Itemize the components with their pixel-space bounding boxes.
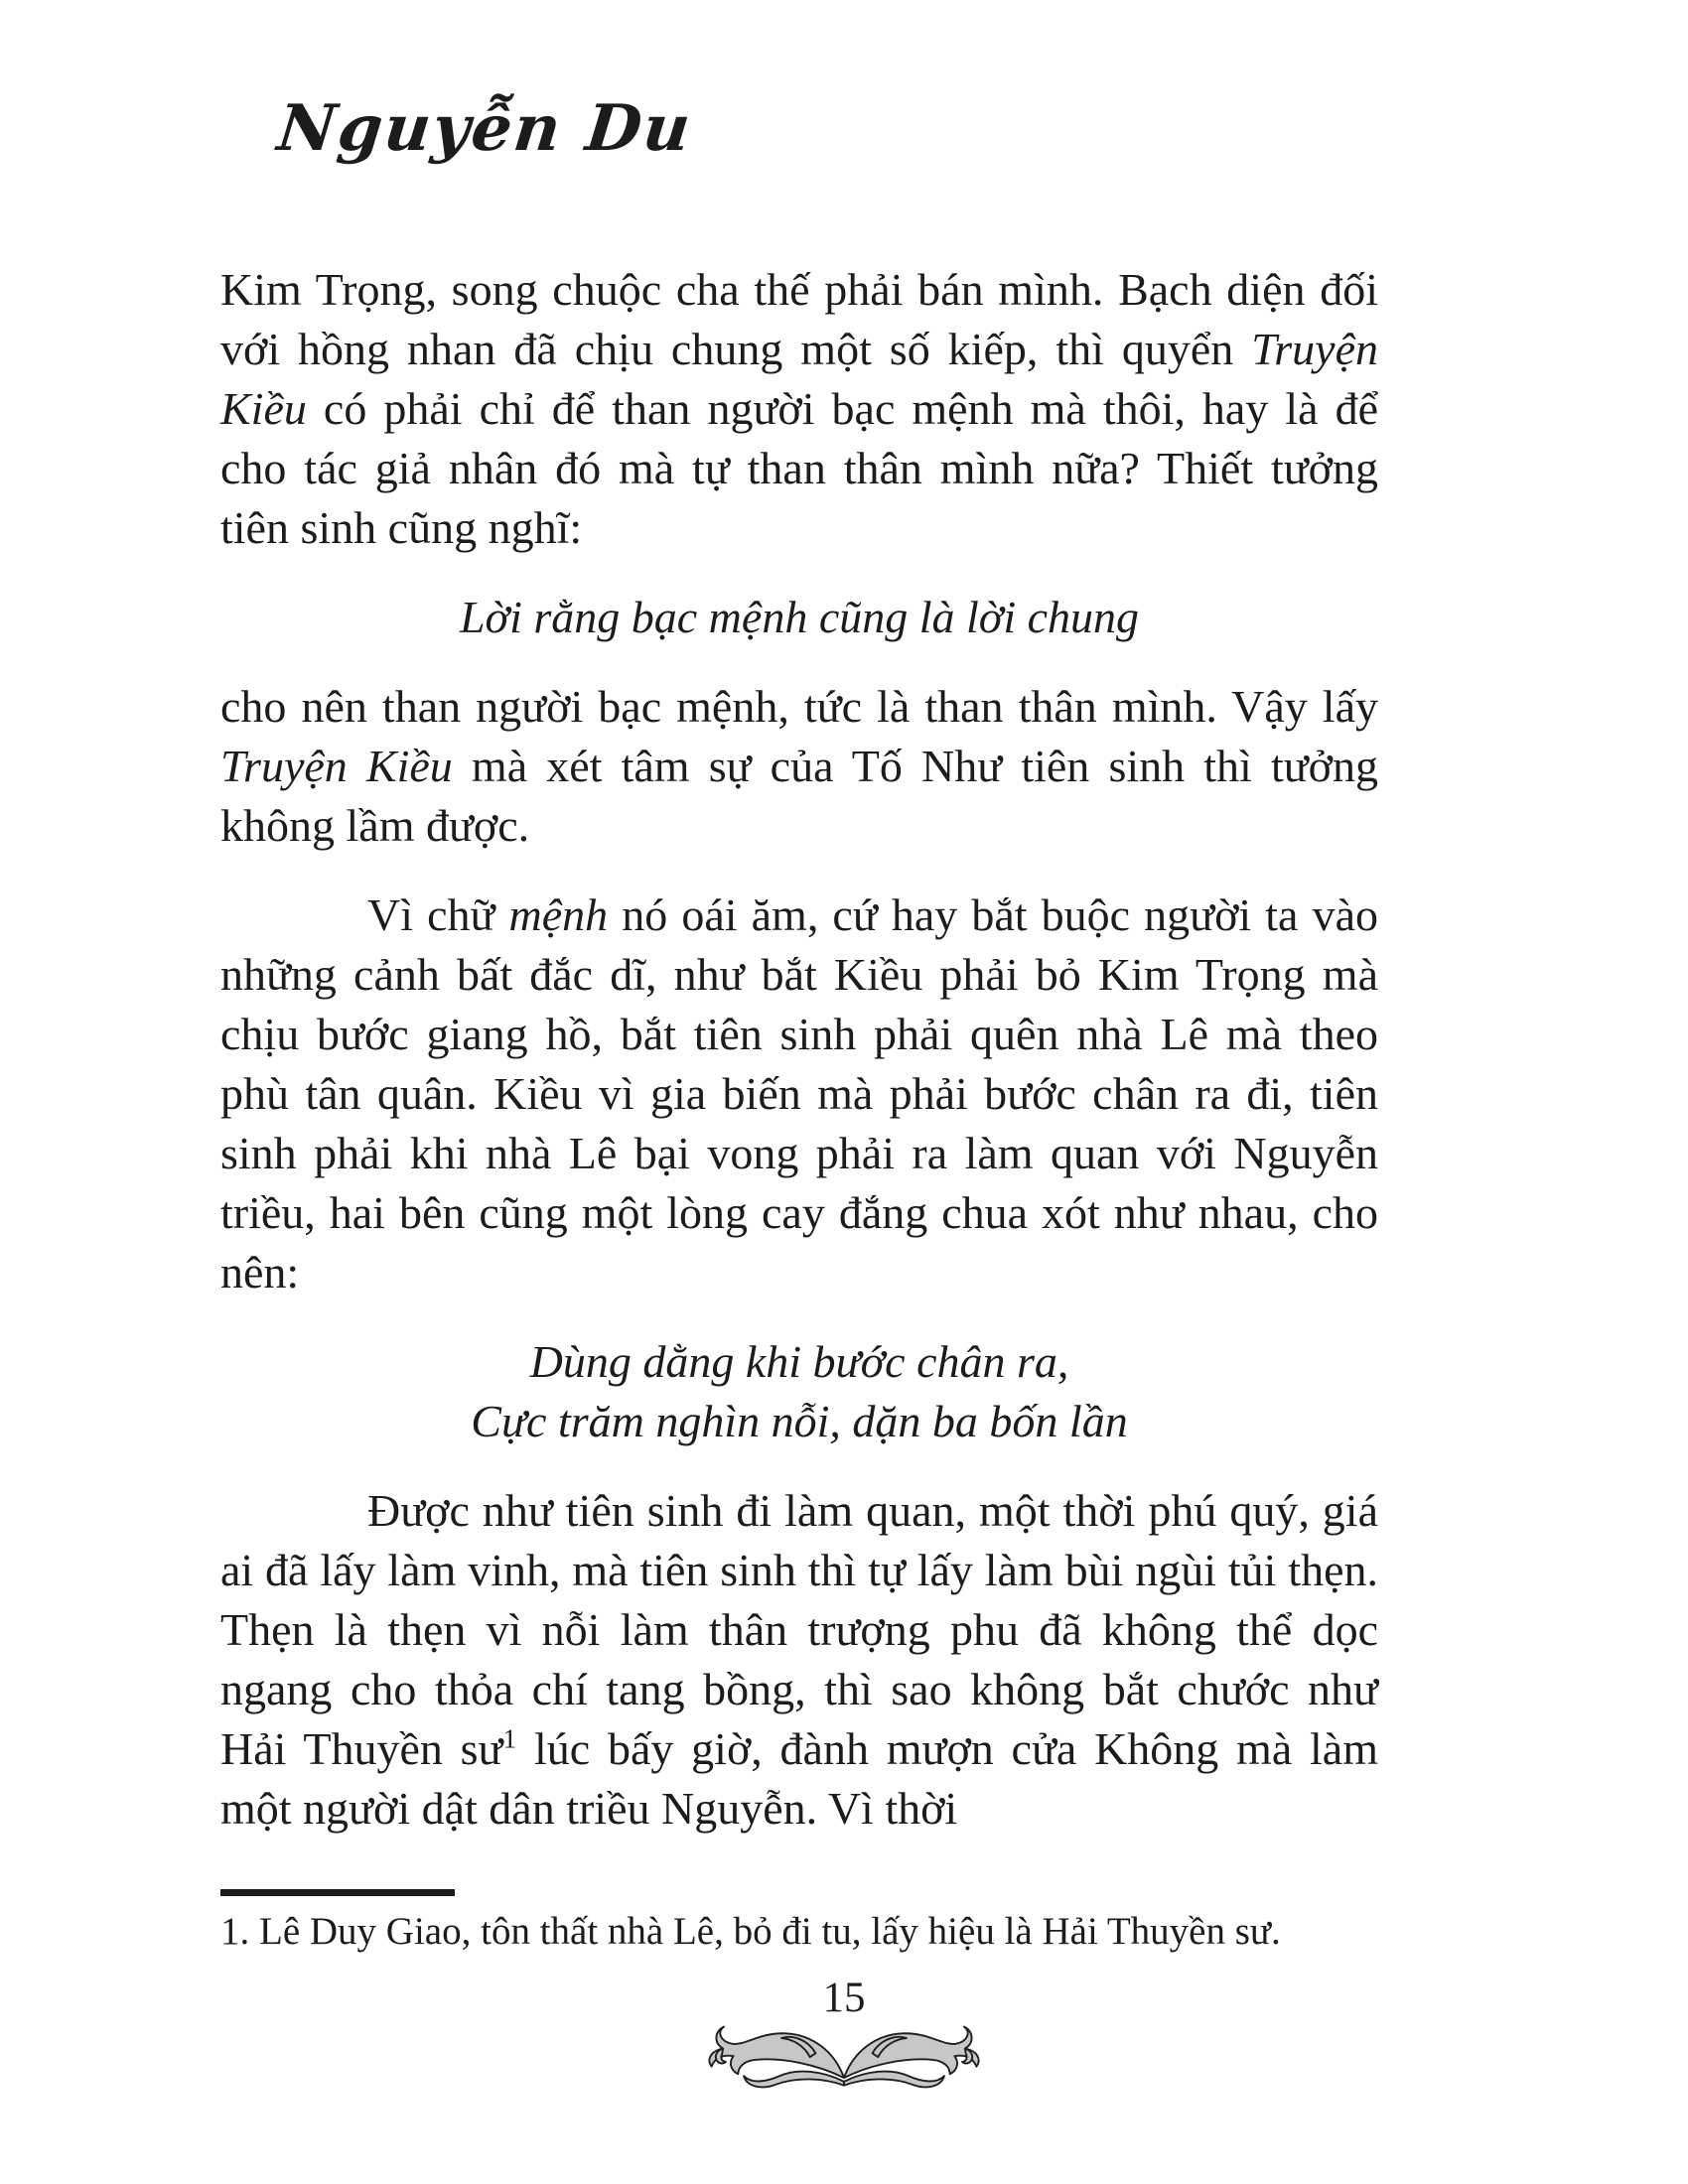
footnote-separator-rule: [220, 1889, 455, 1896]
page-header-author-title: Nguyễn Du: [274, 91, 696, 166]
verse-line: Lời rằng bạc mệnh cũng là lời chung: [459, 592, 1140, 642]
paragraph: [220, 260, 1378, 558]
verse-quote-block: [220, 588, 1378, 647]
footnote-text: 1. Lê Duy Giao, tôn thất nhà Lê, bỏ đi tu, lấy hiệu là Hải Thuyền sư.: [220, 1910, 1281, 1953]
italic-title-text: Truyện Kiều: [220, 324, 1378, 434]
body-text-run: mà xét tâm sự của Tố Như tiên sinh thì tưởng không lầm được.: [220, 741, 1378, 851]
paragraph: [220, 677, 1378, 856]
body-text-run: Kim Trọng, song chuộc cha thế phải bán mình. Bạch diện đối với hồng nhan đã chịu chung một số kiếp, thì quyển: [220, 264, 1378, 374]
body-text-run: cho nên than người bạc mệnh, tức là than thân mình. Vậy lấy: [220, 681, 1378, 732]
italic-title-text: Truyện Kiều: [220, 741, 453, 791]
body-text-run: có phải chỉ để than người bạc mệnh mà thôi, hay là để cho tác giả nhân đó mà tự than thân mình nữa? Thiết tưởng tiên sinh cũng nghĩ:: [220, 383, 1378, 553]
footnote-reference-marker: 1: [502, 1722, 517, 1754]
body-text-run: lúc bấy giờ, đành mượn cửa Không mà làm một người dật dân triều Nguyễn. Vì thời: [220, 1723, 1378, 1834]
verse-line: Dùng dằng khi bước chân ra,: [529, 1336, 1069, 1387]
body-text-run: Vì chữ: [367, 889, 509, 940]
paragraph: [220, 1481, 1378, 1839]
verse-quote-block: [220, 1332, 1378, 1451]
italic-title-text: mệnh: [508, 889, 609, 940]
body-text-run: nó oái ăm, cứ hay bắt buộc người ta vào những cảnh bất đắc dĩ, như bắt Kiều phải bỏ Kim Trọng mà chịu bước giang hồ, bắt tiên sinh phải quên nhà Lê mà theo phù tân quân. Kiều vì gia biến mà phải bước chân ra đi, tiên sinh phải khi nhà Lê bại vong phải ra làm quan với Nguyễn triều, hai bên cũng một lòng cay đắng chua xót như nhau, cho nên:: [220, 889, 1378, 1297]
page-number: 15: [822, 1975, 866, 2021]
body-text-run: Được như tiên sinh đi làm quan, một thời phú quý, giá ai đã lấy làm vinh, mà tiên sinh thì tự lấy làm bùi ngùi tủi thẹn. Thẹn là thẹn vì nỗi làm thân trượng phu đã không thể dọc ngang cho thỏa chí tang bồng, thì sao không bắt chước như Hải Thuyền sư: [220, 1485, 1378, 1774]
acanthus-flourish-icon: [702, 2019, 986, 2099]
paragraph: [220, 886, 1378, 1302]
body-text-block: [220, 260, 1378, 1839]
verse-line: Cực trăm nghìn nỗi, dặn ba bốn lần: [471, 1396, 1128, 1446]
